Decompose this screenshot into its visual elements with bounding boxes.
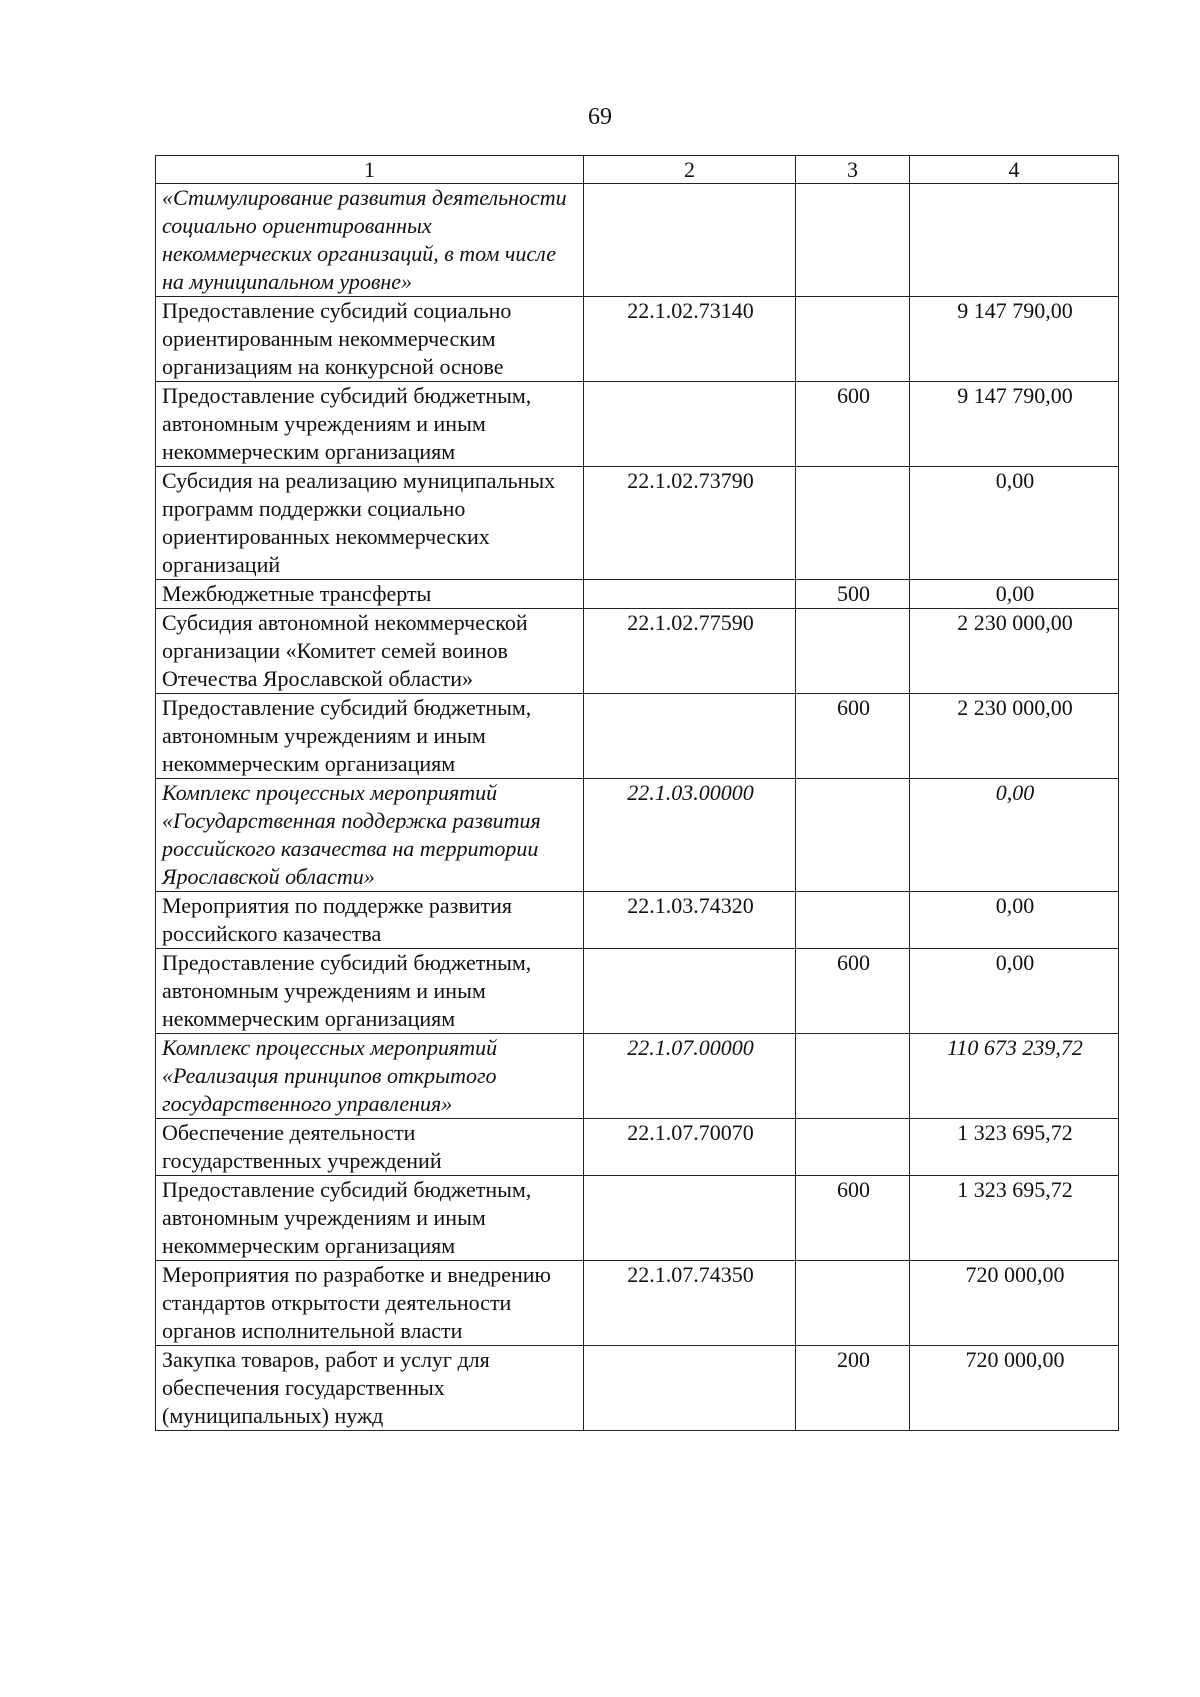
row-expense-type-cell: 500 xyxy=(796,580,910,609)
row-code-cell xyxy=(584,694,796,779)
row-expense-type-cell: 600 xyxy=(796,1176,910,1261)
table-row xyxy=(156,949,1119,1034)
row-code-cell xyxy=(584,1346,796,1431)
row-name-cell: «Стимулирование развития деятельности социально ориентированных некоммерческих организаций, в том числе на муниципальном уровне» xyxy=(156,184,584,297)
table-row xyxy=(156,609,1119,694)
table-row xyxy=(156,1261,1119,1346)
row-name-cell: Предоставление субсидий бюджетным, автономным учреждениям и иным некоммерческим организациям xyxy=(156,1176,584,1261)
row-name-cell: Обеспечение деятельности государственных учреждений xyxy=(156,1119,584,1176)
column-header: 1 xyxy=(156,156,584,184)
row-expense-type-cell xyxy=(796,1119,910,1176)
column-header: 4 xyxy=(910,156,1119,184)
column-header: 2 xyxy=(584,156,796,184)
table-row xyxy=(156,892,1119,949)
table-row xyxy=(156,1176,1119,1261)
row-code-cell xyxy=(584,949,796,1034)
table-body xyxy=(156,184,1119,1431)
page-number: 69 xyxy=(588,104,612,130)
row-amount-cell: 0,00 xyxy=(910,580,1119,609)
row-amount-cell: 720 000,00 xyxy=(910,1346,1119,1431)
row-name-cell: Комплекс процессных мероприятий «Реализация принципов открытого государственного управления» xyxy=(156,1034,584,1119)
row-expense-type-cell xyxy=(796,297,910,382)
row-code-cell: 22.1.02.73140 xyxy=(584,297,796,382)
row-expense-type-cell xyxy=(796,779,910,892)
row-expense-type-cell: 600 xyxy=(796,694,910,779)
row-amount-cell: 2 230 000,00 xyxy=(910,609,1119,694)
row-name-cell: Субсидия автономной некоммерческой организации «Комитет семей воинов Отечества Ярославской области» xyxy=(156,609,584,694)
row-code-cell: 22.1.07.74350 xyxy=(584,1261,796,1346)
row-amount-cell: 1 323 695,72 xyxy=(910,1176,1119,1261)
table-row xyxy=(156,467,1119,580)
table-row xyxy=(156,382,1119,467)
row-expense-type-cell xyxy=(796,1034,910,1119)
table-row xyxy=(156,297,1119,382)
row-amount-cell: 0,00 xyxy=(910,949,1119,1034)
row-name-cell: Субсидия на реализацию муниципальных программ поддержки социально ориентированных некоммерческих организаций xyxy=(156,467,584,580)
row-name-cell: Мероприятия по разработке и внедрению стандартов открытости деятельности органов исполнительной власти xyxy=(156,1261,584,1346)
row-code-cell: 22.1.03.00000 xyxy=(584,779,796,892)
row-code-cell: 22.1.02.73790 xyxy=(584,467,796,580)
row-code-cell xyxy=(584,1176,796,1261)
row-name-cell: Закупка товаров, работ и услуг для обеспечения государственных (муниципальных) нужд xyxy=(156,1346,584,1431)
row-amount-cell: 2 230 000,00 xyxy=(910,694,1119,779)
table-header-row xyxy=(156,156,1119,184)
row-code-cell: 22.1.02.77590 xyxy=(584,609,796,694)
table-row xyxy=(156,1119,1119,1176)
row-expense-type-cell xyxy=(796,467,910,580)
table-row xyxy=(156,694,1119,779)
table-row xyxy=(156,1034,1119,1119)
table-row xyxy=(156,184,1119,297)
row-name-cell: Предоставление субсидий бюджетным, автономным учреждениям и иным некоммерческим организациям xyxy=(156,694,584,779)
row-name-cell: Межбюджетные трансферты xyxy=(156,580,584,609)
row-amount-cell: 720 000,00 xyxy=(910,1261,1119,1346)
row-amount-cell: 110 673 239,72 xyxy=(910,1034,1119,1119)
row-amount-cell: 0,00 xyxy=(910,892,1119,949)
row-code-cell xyxy=(584,382,796,467)
row-name-cell: Предоставление субсидий бюджетным, автономным учреждениям и иным некоммерческим организациям xyxy=(156,949,584,1034)
row-name-cell: Предоставление субсидий социально ориентированным некоммерческим организациям на конкурсной основе xyxy=(156,297,584,382)
row-code-cell: 22.1.03.74320 xyxy=(584,892,796,949)
row-name-cell: Предоставление субсидий бюджетным, автономным учреждениям и иным некоммерческим организациям xyxy=(156,382,584,467)
row-expense-type-cell xyxy=(796,184,910,297)
row-code-cell: 22.1.07.00000 xyxy=(584,1034,796,1119)
budget-table xyxy=(155,155,1119,1431)
row-amount-cell: 0,00 xyxy=(910,779,1119,892)
row-expense-type-cell xyxy=(796,1261,910,1346)
row-expense-type-cell xyxy=(796,609,910,694)
row-expense-type-cell: 600 xyxy=(796,382,910,467)
table-row xyxy=(156,580,1119,609)
row-code-cell: 22.1.07.70070 xyxy=(584,1119,796,1176)
row-name-cell: Мероприятия по поддержке развития российского казачества xyxy=(156,892,584,949)
row-expense-type-cell xyxy=(796,892,910,949)
row-name-cell: Комплекс процессных мероприятий «Государственная поддержка развития российского казачества на территории Ярославской области» xyxy=(156,779,584,892)
table-row xyxy=(156,1346,1119,1431)
table-row xyxy=(156,779,1119,892)
row-amount-cell xyxy=(910,184,1119,297)
row-code-cell xyxy=(584,580,796,609)
row-amount-cell: 0,00 xyxy=(910,467,1119,580)
row-expense-type-cell: 600 xyxy=(796,949,910,1034)
row-code-cell xyxy=(584,184,796,297)
column-header: 3 xyxy=(796,156,910,184)
row-amount-cell: 9 147 790,00 xyxy=(910,297,1119,382)
row-amount-cell: 1 323 695,72 xyxy=(910,1119,1119,1176)
row-expense-type-cell: 200 xyxy=(796,1346,910,1431)
row-amount-cell: 9 147 790,00 xyxy=(910,382,1119,467)
